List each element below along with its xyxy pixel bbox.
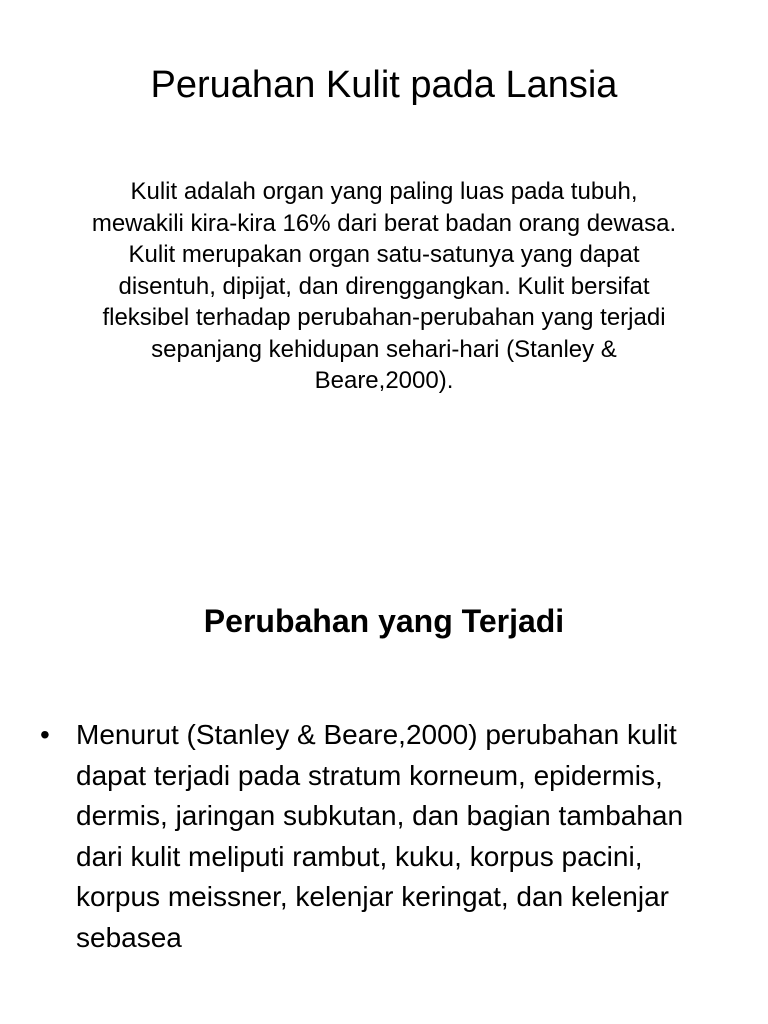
slide-2-title: Perubahan yang Terjadi: [203, 603, 565, 639]
slide-1-body-text: Kulit adalah organ yang paling luas pada tubuh, mewakili kira-kira 16% dari berat badan orang dewasa. Kulit merupakan organ satu-satunya yang dapat disentuh, dipijat, dan direnggangkan. Kulit bersifat fleksibel terhadap perubahan-perubahan yang terjadi sepanjang kehidupan sehari-hari (Stanley & Beare,2000).: [91, 178, 677, 394]
bullet-marker: •: [40, 719, 50, 750]
slide-2: [0, 512, 768, 1024]
slide-1-title: Peruahan Kulit pada Lansia: [150, 64, 618, 106]
bullet-text: Menurut (Stanley & Beare,2000) perubahan kulit dapat terjadi pada stratum korneum, epidermis, dermis, jaringan subkutan, dan bagian tambahan dari kulit meliputi rambut, kuku, korpus pacini, korpus meissner, kelenjar keringat, dan kelenjar sebasea: [76, 719, 684, 953]
bullet-item: [40, 715, 730, 958]
slide-2-bullet-list: [40, 715, 730, 958]
